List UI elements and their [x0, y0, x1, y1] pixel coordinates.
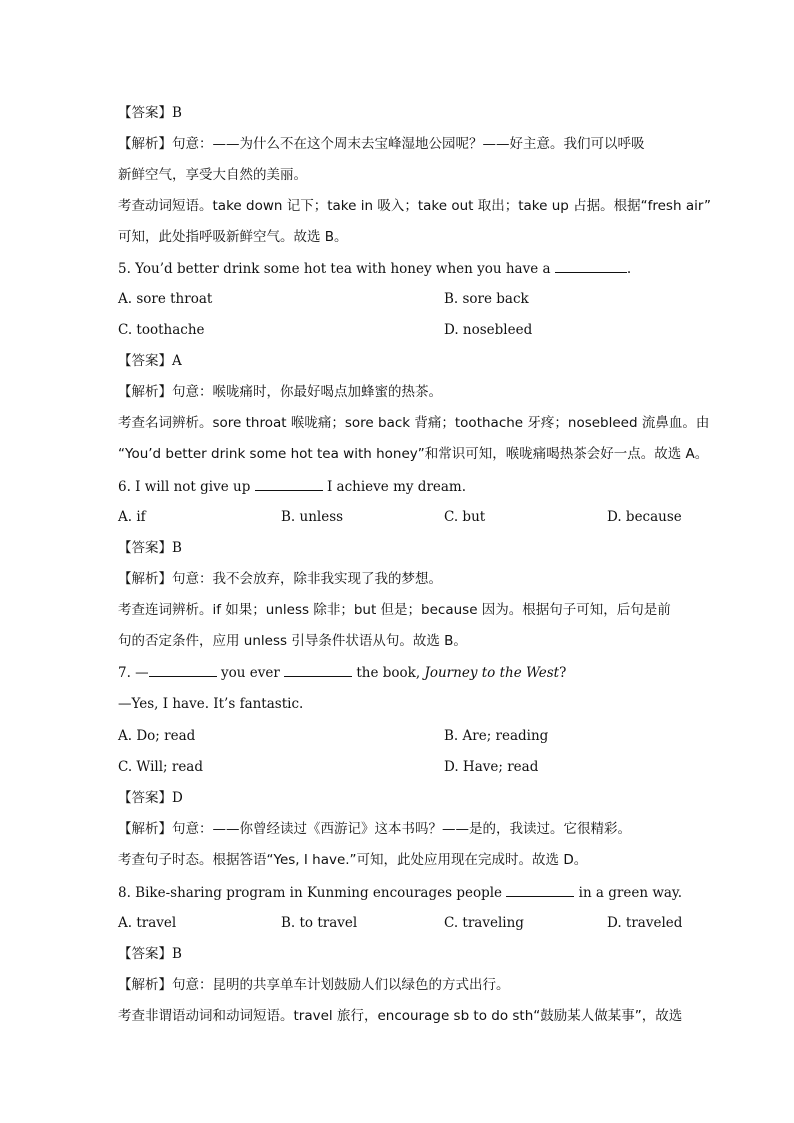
analysis-line: [118, 135, 645, 153]
analysis-line: [118, 976, 510, 994]
stem-text: 7. —: [118, 665, 149, 681]
book-title: Journey to the West: [424, 665, 560, 681]
analysis-label: 【解析】: [118, 384, 172, 400]
question-5-stem: [118, 259, 631, 278]
analysis-line: [118, 570, 442, 588]
stem-text: I achieve my dream.: [326, 479, 467, 495]
answer-line: [118, 104, 182, 122]
option-b: B. to travel: [281, 915, 358, 931]
analysis-text: 句意：——为什么不在这个周末去宝峰湿地公园呢？——好主意。我们可以呼吸: [172, 136, 645, 152]
answer-line: [118, 352, 182, 370]
analysis-label: 【解析】: [118, 821, 172, 837]
answer-blank: [149, 663, 217, 677]
analysis-line: [118, 383, 442, 401]
answer-label: 【答案】: [118, 790, 172, 806]
answer-line: [118, 539, 182, 557]
stem-text: you ever: [220, 665, 280, 681]
answer-label: 【答案】: [118, 540, 172, 556]
answer-label: 【答案】: [118, 105, 172, 121]
option-b: B. sore back: [444, 291, 529, 307]
option-c: C. toothache: [118, 322, 205, 338]
exam-point-text: 可知，此处指呼吸新鲜空气。故选 B。: [118, 229, 348, 245]
option-d: D. Have; read: [444, 759, 539, 775]
option-c: C. but: [444, 509, 486, 525]
analysis-text: 新鲜空气，享受大自然的美丽。: [118, 167, 307, 183]
question-8-stem: [118, 883, 682, 902]
stem-text: 8. Bike-sharing program in Kunming encourages people: [118, 885, 503, 901]
analysis-text: 句意：昆明的共享单车计划鼓励人们以绿色的方式出行。: [172, 977, 510, 993]
answer-value: B: [172, 946, 182, 962]
stem-text: ?: [559, 665, 567, 681]
stem-text: the book,: [356, 665, 421, 681]
answer-value: D: [172, 790, 183, 806]
exam-point-text: 考查名词辨析。sore throat 喉咙痛；sore back 背痛；toothache 牙疼；nosebleed 流鼻血。由: [118, 415, 710, 431]
exam-point-text: 考查动词短语。take down 记下；take in 吸入；take out 取出；take up 占据。根据“fresh air”: [118, 198, 711, 214]
option-c: C. Will; read: [118, 759, 203, 775]
option-a: A. travel: [118, 915, 177, 931]
analysis-label: 【解析】: [118, 136, 172, 152]
exam-point-text: 考查非谓语动词和动词短语。travel 旅行，encourage sb to do sth“鼓励某人做某事”，故选: [118, 1008, 683, 1024]
answer-line: [118, 789, 183, 807]
option-d: D. traveled: [607, 915, 683, 931]
exam-point-text: 句的否定条件，应用 unless 引导条件状语从句。故选 B。: [118, 633, 467, 649]
analysis-label: 【解析】: [118, 571, 172, 587]
question-6-stem: [118, 477, 466, 496]
answer-blank: [506, 883, 574, 897]
option-d: D. because: [607, 509, 682, 525]
answer-line: [118, 945, 182, 963]
option-a: A. Do; read: [118, 728, 196, 744]
option-a: A. sore throat: [118, 291, 213, 307]
analysis-text: 句意：我不会放弃，除非我实现了我的梦想。: [172, 571, 442, 587]
stem-text: 6. I will not give up: [118, 479, 251, 495]
stem-text: in a green way.: [578, 885, 683, 901]
stem-text: 5. You’d better drink some hot tea with honey when you have a: [118, 261, 551, 277]
answer-blank: [255, 477, 323, 491]
dialogue-reply: —Yes, I have. It’s fantastic.: [118, 696, 304, 712]
answer-blank: [555, 259, 627, 273]
analysis-text: 句意：喉咙痛时，你最好喝点加蜂蜜的热茶。: [172, 384, 442, 400]
answer-value: A: [172, 353, 182, 369]
stem-text: .: [626, 261, 632, 277]
answer-label: 【答案】: [118, 353, 172, 369]
option-b: B. Are; reading: [444, 728, 549, 744]
answer-blank: [284, 663, 352, 677]
exam-point-text: 考查句子时态。根据答语“Yes, I have.”可知，此处应用现在完成时。故选 D。: [118, 852, 588, 868]
option-b: B. unless: [281, 509, 344, 525]
option-d: D. nosebleed: [444, 322, 533, 338]
analysis-line: [118, 820, 631, 838]
option-a: A. if: [118, 509, 146, 525]
answer-value: B: [172, 105, 182, 121]
option-c: C. traveling: [444, 915, 524, 931]
answer-label: 【答案】: [118, 946, 172, 962]
exam-point-text: “You’d better drink some hot tea with honey”和常识可知，喉咙痛喝热茶会好一点。故选 A。: [118, 446, 709, 462]
answer-value: B: [172, 540, 182, 556]
analysis-label: 【解析】: [118, 977, 172, 993]
analysis-text: 句意：——你曾经读过《西游记》这本书吗？——是的，我读过。它很精彩。: [172, 821, 631, 837]
exam-point-text: 考查连词辨析。if 如果；unless 除非；but 但是；because 因为。根据句子可知，后句是前: [118, 602, 671, 618]
question-7-stem: [118, 663, 566, 682]
